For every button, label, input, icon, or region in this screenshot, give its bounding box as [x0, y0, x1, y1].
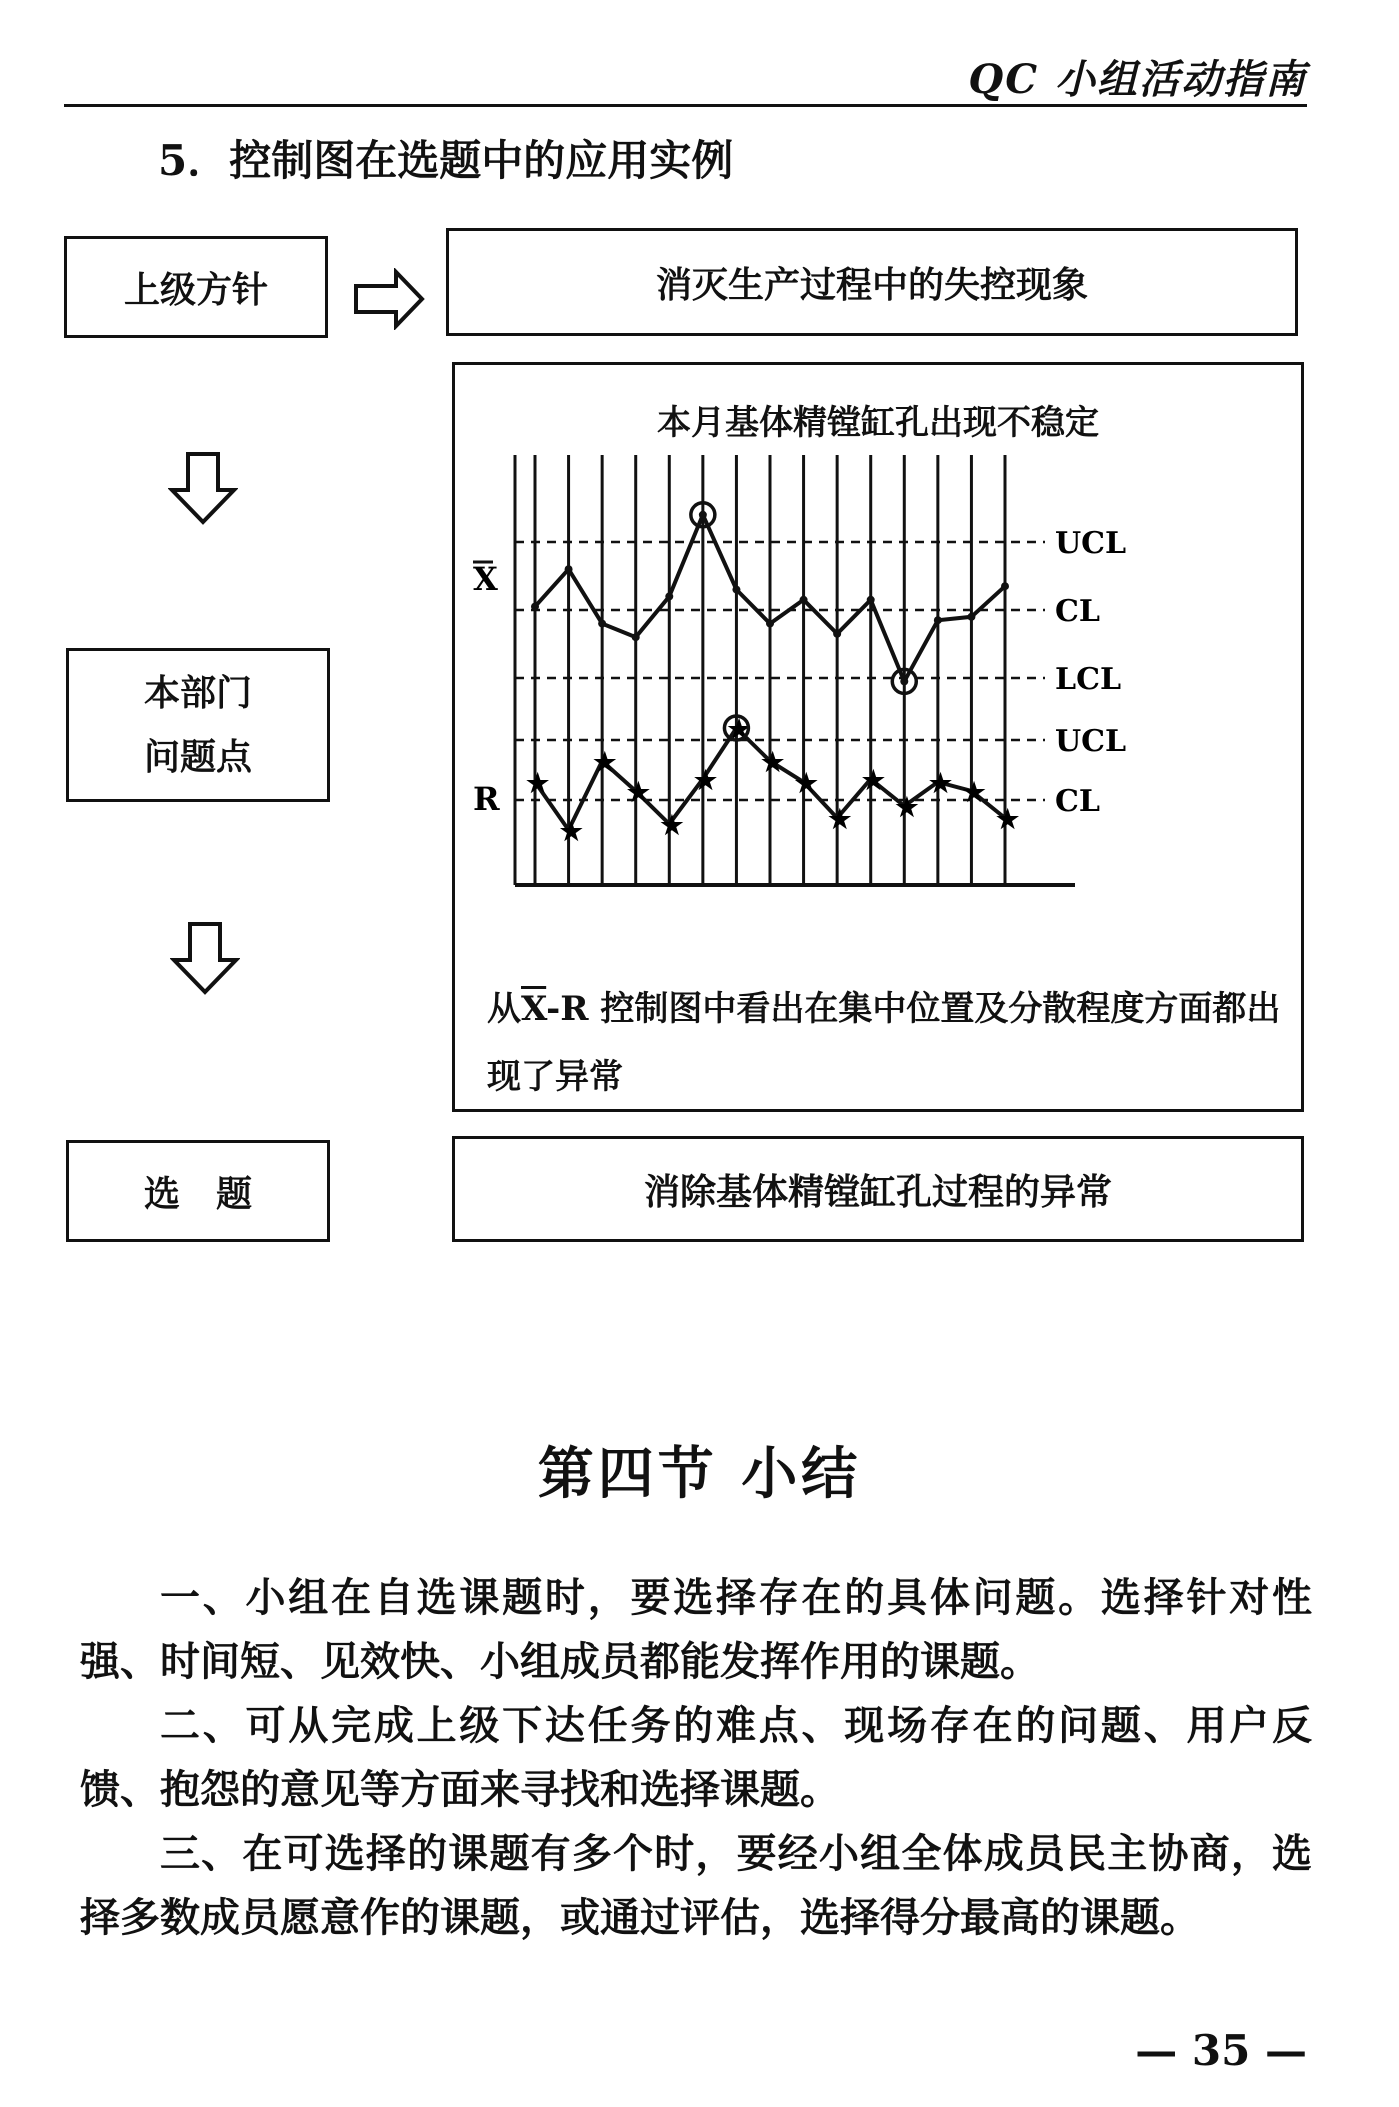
data-point-star: ★	[559, 817, 583, 847]
box-topic-label: 选 题	[143, 1172, 252, 1215]
data-point-star: ★	[526, 769, 550, 799]
paragraph-1: 一、小组在自选课题时，要选择存在的具体问题。选择针对性强、时间短、见效快、小组成员都能发挥作用的课题。	[80, 1574, 1312, 1685]
data-point-star: ★	[895, 793, 919, 823]
data-point-star: ★	[794, 769, 818, 799]
chart-panel	[452, 362, 1304, 1112]
r-axis-label: R	[473, 780, 500, 818]
xbar-axis-label: X	[473, 560, 498, 598]
box-goal-label: 消灭生产过程中的失控现象	[655, 263, 1088, 306]
data-point-star: ★	[928, 769, 953, 799]
box-topic-selection	[66, 1140, 330, 1242]
data-point	[900, 677, 908, 685]
box-dept-line2: 问题点	[143, 736, 252, 778]
data-point	[665, 592, 673, 600]
box-superior-policy-label: 上级方针	[123, 268, 268, 311]
section-heading: 5．控制图在选题中的应用实例	[158, 136, 734, 185]
data-point-star: ★	[761, 748, 785, 778]
header-rule	[64, 104, 1307, 107]
page-number: — 35 —	[1135, 2026, 1307, 2075]
limit-label-lcl: LCL	[1055, 662, 1122, 697]
data-point-star: ★	[660, 811, 684, 841]
paragraph-2: 二、可从完成上级下达任务的难点、现场存在的问题、用户反馈、抱怨的意见等方面来寻找和选择课题。	[80, 1702, 1312, 1813]
data-point	[967, 613, 975, 621]
down-arrow-icon	[168, 450, 238, 526]
data-point	[833, 630, 841, 638]
data-point	[867, 596, 875, 604]
chapter-title: 第四节 小结	[537, 1441, 862, 1507]
data-point	[531, 603, 539, 611]
box-dept-problem	[66, 648, 330, 802]
chart-note-prefix: 从	[487, 989, 521, 1029]
data-point	[565, 565, 573, 573]
box-goal	[446, 228, 1298, 336]
data-point-star: ★	[727, 715, 751, 745]
limit-label-cl: CL	[1055, 594, 1100, 629]
box-result-label: 消除基体精镗缸孔过程的异常	[643, 1170, 1112, 1213]
chart-note-xbar: $\overline{X}$	[521, 989, 547, 1029]
chart-note-text: -R 控制图中看出在集中位置及分散程度方面都出现了异常	[487, 989, 1281, 1097]
data-point	[800, 596, 808, 604]
paragraph-3: 三、在可选择的课题有多个时，要经小组全体成员民主协商，选择多数成员愿意作的课题，或通过评估，选择得分最高的课题。	[80, 1830, 1312, 1941]
limit-label-ucl: UCL	[1055, 724, 1127, 759]
box-result	[452, 1136, 1304, 1242]
xbar-r-control-chart	[455, 455, 1301, 935]
data-point-star: ★	[593, 748, 617, 778]
data-point	[934, 616, 942, 624]
data-point	[766, 620, 774, 628]
data-point	[598, 620, 606, 628]
limit-label-ucl: UCL	[1055, 526, 1127, 561]
data-point-star: ★	[861, 766, 886, 796]
running-header-title: QC 小组活动指南	[968, 56, 1307, 103]
data-point	[732, 586, 740, 594]
box-superior-policy	[64, 236, 328, 338]
right-arrow-icon	[352, 268, 426, 330]
data-point	[632, 633, 640, 641]
data-point	[1001, 582, 1009, 590]
data-point-star: ★	[962, 778, 986, 808]
data-point	[699, 511, 707, 519]
data-point-star: ★	[626, 778, 651, 808]
data-point-star: ★	[996, 805, 1020, 835]
data-point-star: ★	[693, 766, 718, 796]
limit-label-cl: CL	[1055, 784, 1100, 819]
down-arrow-icon	[170, 920, 240, 996]
chart-title: 本月基体精镗缸孔出现不稳定	[657, 403, 1099, 443]
data-point-star: ★	[828, 805, 852, 835]
box-dept-line1: 本部门	[143, 672, 252, 714]
chart-note	[487, 975, 1281, 1111]
